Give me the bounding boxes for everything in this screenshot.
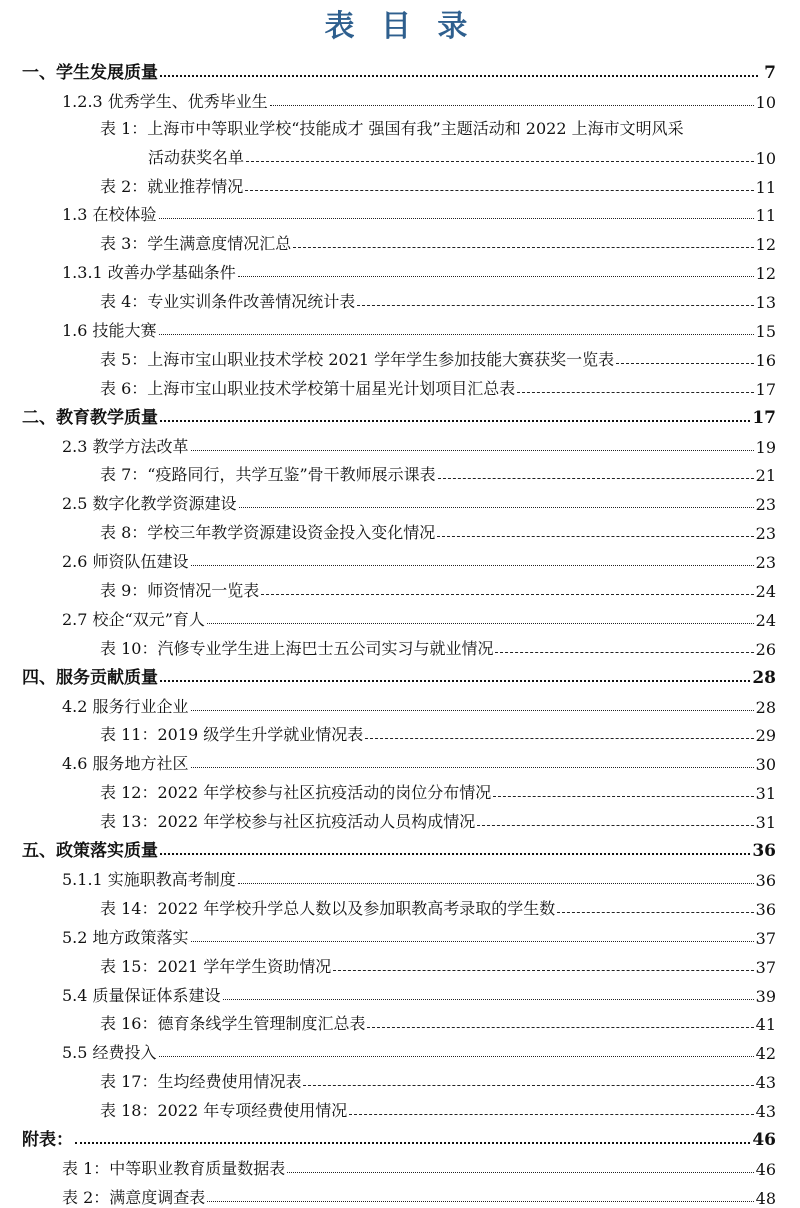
toc-section-entry[interactable]	[0, 1121, 800, 1150]
toc-entry-label: 表 11：2019 级学生升学就业情况表	[100, 725, 364, 745]
toc-page-number: 12	[755, 235, 776, 255]
toc-subsection-entry[interactable]	[0, 745, 800, 774]
toc-page-number: 29	[755, 726, 776, 746]
toc-page-number: 11	[755, 177, 776, 197]
toc-page-number: 23	[755, 495, 776, 515]
toc-table-entry[interactable]	[0, 225, 800, 254]
toc-entry-label: 表 6：上海市宝山职业技术学校第十届星光计划项目汇总表	[100, 378, 516, 398]
toc-entry-label: 表 17：生均经费使用情况表	[100, 1072, 302, 1092]
toc-page-number: 36	[755, 899, 776, 919]
toc-table-entry[interactable]	[0, 1092, 800, 1121]
toc-entry-label: 表 5：上海市宝山职业技术学校 2021 学年学生参加技能大赛获奖一览表	[100, 349, 615, 369]
toc-leader-dots	[493, 796, 753, 797]
toc-entry-label: 表 2：就业推荐情况	[100, 176, 244, 196]
toc-entry-label: 表 2：满意度调查表	[62, 1187, 206, 1207]
toc-page-number: 46	[752, 1129, 776, 1150]
toc-leader-dots	[75, 1142, 750, 1144]
toc-leader-dots	[517, 392, 753, 393]
toc-section-entry[interactable]	[0, 832, 800, 861]
toc-table-entry[interactable]	[0, 112, 800, 139]
toc-page-number: 23	[755, 553, 776, 573]
toc-entry-label: 表 1：上海市中等职业学校“技能成才 强国有我”主题活动和 2022 上海市文明风采	[100, 118, 684, 138]
toc-page-number: 10	[755, 148, 776, 168]
toc-leader-dots	[223, 999, 754, 1000]
toc-table-entry[interactable]	[0, 803, 800, 832]
toc-leader-dots	[239, 507, 754, 508]
toc-entry-label: 五、政策落实质量	[22, 841, 158, 862]
toc-entry-label: 表 16：德育条线学生管理制度汇总表	[100, 1014, 366, 1034]
toc-entry-label: 5.4 质量保证体系建设	[62, 985, 221, 1005]
toc-page-number: 28	[755, 697, 776, 717]
toc-table-entry[interactable]	[0, 948, 800, 977]
toc-page-number: 30	[755, 755, 776, 775]
toc-entry-label: 1.6 技能大赛	[62, 321, 157, 341]
toc-subsection-entry[interactable]	[0, 601, 800, 630]
toc-leader-dots	[191, 767, 754, 768]
toc-leader-dots	[365, 738, 753, 739]
toc-entry-label: 2.6 师资队伍建设	[62, 552, 189, 572]
toc-entry-label: 1.3 在校体验	[62, 205, 157, 225]
toc-table-entry[interactable]	[0, 1006, 800, 1035]
toc-subsection-entry[interactable]	[0, 543, 800, 572]
toc-entry-label: 表 8：学校三年教学资源建设资金投入变化情况	[100, 523, 436, 543]
toc-leader-dots	[477, 825, 753, 826]
toc-leader-dots	[245, 190, 753, 191]
toc-leader-dots	[261, 594, 753, 595]
toc-leader-dots	[238, 883, 754, 884]
toc-leader-dots	[191, 941, 754, 942]
toc-entry-label: 1.2.3 优秀学生、优秀毕业生	[62, 91, 268, 111]
toc-leader-dots	[303, 1085, 753, 1086]
toc-leader-dots	[159, 218, 754, 219]
toc-table-entry[interactable]	[0, 630, 800, 659]
toc-page-number: 11	[755, 206, 776, 226]
toc-page-number: 19	[755, 437, 776, 457]
toc-entry-label: 活动获奖名单	[148, 147, 245, 167]
toc-table-entry[interactable]	[0, 168, 800, 197]
toc-leader-dots	[357, 305, 753, 306]
toc-page-number: 21	[755, 466, 776, 486]
toc-page-number: 10	[755, 92, 776, 112]
toc-subsection-entry[interactable]	[0, 861, 800, 890]
toc-entry-label: 表 3：学生满意度情况汇总	[100, 234, 292, 254]
toc-entry-label: 表 10：汽修专业学生进上海巴士五公司实习与就业情况	[100, 638, 494, 658]
toc-entry-label: 表 7：“疫路同行，共学互鉴”骨干教师展示课表	[100, 465, 436, 485]
toc-page-number: 37	[755, 928, 776, 948]
toc-entry-label: 表 18：2022 年专项经费使用情况	[100, 1101, 348, 1121]
toc-subsection-entry[interactable]	[0, 254, 800, 283]
toc-subsection-entry[interactable]	[0, 688, 800, 717]
toc-page-number: 24	[755, 610, 776, 630]
toc-entry-label: 表 9：师资情况一览表	[100, 581, 260, 601]
toc-page-number: 43	[755, 1073, 776, 1093]
toc-entry-label: 4.6 服务地方社区	[62, 754, 189, 774]
toc-entry-label: 1.3.1 改善办学基础条件	[62, 263, 236, 283]
toc-table-entry[interactable]	[0, 774, 800, 803]
toc-page-number: 41	[755, 1015, 776, 1035]
toc-leader-dots	[191, 565, 754, 566]
toc-leader-dots	[616, 363, 753, 364]
toc-section-entry[interactable]	[0, 659, 800, 688]
toc-table-entry[interactable]	[0, 717, 800, 746]
toc-leader-dots	[438, 478, 754, 479]
toc-entry-label: 2.7 校企“双元”育人	[62, 609, 205, 629]
toc-table-entry[interactable]	[0, 1150, 800, 1179]
toc-table-entry[interactable]	[0, 514, 800, 543]
toc-page-number: 17	[752, 407, 776, 428]
toc-entry-label: 表 15：2021 学年学生资助情况	[100, 956, 332, 976]
toc-page-number: 48	[755, 1188, 776, 1208]
toc-page-number: 12	[755, 264, 776, 284]
toc-leader-dots	[207, 623, 754, 624]
toc-subsection-entry[interactable]	[0, 197, 800, 226]
toc-page-number: 13	[755, 293, 776, 313]
toc-table-entry[interactable]	[0, 341, 800, 370]
toc-page-number: 37	[755, 957, 776, 977]
toc-page-number: 17	[755, 379, 776, 399]
toc-leader-dots	[238, 276, 754, 277]
toc-leader-dots	[246, 161, 754, 162]
toc-entry-label: 4.2 服务行业企业	[62, 696, 189, 716]
toc-subsection-entry[interactable]	[0, 83, 800, 112]
toc-page-number: 31	[755, 784, 776, 804]
toc-subsection-entry[interactable]	[0, 485, 800, 514]
toc-subsection-entry[interactable]	[0, 1034, 800, 1063]
toc-section-entry[interactable]	[0, 54, 800, 83]
toc-table-entry[interactable]	[0, 1063, 800, 1092]
toc-entry-label: 一、学生发展质量	[22, 62, 158, 83]
toc-leader-dots	[160, 680, 750, 682]
toc-entry-label: 2.3 教学方法改革	[62, 436, 189, 456]
toc-entry-label: 5.5 经费投入	[62, 1043, 157, 1063]
table-of-contents	[0, 54, 800, 1208]
toc-leader-dots	[367, 1027, 753, 1028]
toc-leader-dots	[159, 1056, 754, 1057]
toc-page-number: 23	[755, 524, 776, 544]
toc-leader-dots	[160, 75, 758, 77]
toc-table-entry[interactable]	[0, 572, 800, 601]
toc-table-entry[interactable]	[0, 1179, 800, 1208]
toc-page-number: 39	[755, 986, 776, 1006]
toc-page-number: 16	[755, 350, 776, 370]
toc-subsection-entry[interactable]	[0, 312, 800, 341]
toc-page-number: 15	[755, 322, 776, 342]
toc-page-number: 43	[755, 1102, 776, 1122]
toc-page-number: 7	[764, 62, 776, 83]
toc-section-entry[interactable]	[0, 399, 800, 428]
toc-page-number: 46	[755, 1159, 776, 1179]
toc-page-number: 31	[755, 813, 776, 833]
toc-leader-dots	[160, 420, 750, 422]
toc-subsection-entry[interactable]	[0, 428, 800, 457]
toc-leader-dots	[270, 105, 754, 106]
toc-page-number: 26	[755, 639, 776, 659]
toc-subsection-entry[interactable]	[0, 919, 800, 948]
toc-page-number: 24	[755, 582, 776, 602]
toc-leader-dots	[191, 710, 754, 711]
toc-entry-label: 表 4：专业实训条件改善情况统计表	[100, 292, 356, 312]
toc-table-entry[interactable]	[0, 370, 800, 399]
toc-page-number: 28	[752, 667, 776, 688]
toc-leader-dots	[207, 1201, 753, 1202]
toc-table-entry[interactable]	[0, 283, 800, 312]
toc-table-entry[interactable]	[0, 139, 800, 168]
toc-leader-dots	[349, 1114, 753, 1115]
toc-entry-label: 5.2 地方政策落实	[62, 927, 189, 947]
toc-entry-label: 2.5 数字化教学资源建设	[62, 494, 237, 514]
toc-entry-label: 表 14：2022 年学校升学总人数以及参加职教高考录取的学生数	[100, 898, 556, 918]
toc-page-number: 36	[755, 870, 776, 890]
toc-leader-dots	[160, 853, 750, 855]
toc-page-number: 42	[755, 1044, 776, 1064]
page-title: 表 目 录	[324, 9, 476, 44]
toc-leader-dots	[557, 912, 753, 913]
toc-leader-dots	[437, 536, 753, 537]
toc-table-entry[interactable]	[0, 890, 800, 919]
toc-entry-label: 二、教育教学质量	[22, 407, 158, 428]
toc-entry-label: 表 12：2022 年学校参与社区抗疫活动的岗位分布情况	[100, 783, 492, 803]
toc-subsection-entry[interactable]	[0, 977, 800, 1006]
toc-entry-label: 表 1：中等职业教育质量数据表	[62, 1158, 286, 1178]
toc-entry-label: 5.1.1 实施职教高考制度	[62, 869, 236, 889]
toc-leader-dots	[191, 450, 754, 451]
toc-entry-label: 表 13：2022 年学校参与社区抗疫活动人员构成情况	[100, 812, 476, 832]
toc-leader-dots	[495, 652, 753, 653]
toc-entry-label: 附表：	[22, 1129, 73, 1150]
toc-entry-label: 四、服务贡献质量	[22, 667, 158, 688]
toc-page-number: 36	[752, 841, 776, 862]
toc-leader-dots	[293, 247, 753, 248]
toc-leader-dots	[333, 970, 753, 971]
toc-leader-dots	[159, 334, 754, 335]
toc-table-entry[interactable]	[0, 457, 800, 486]
